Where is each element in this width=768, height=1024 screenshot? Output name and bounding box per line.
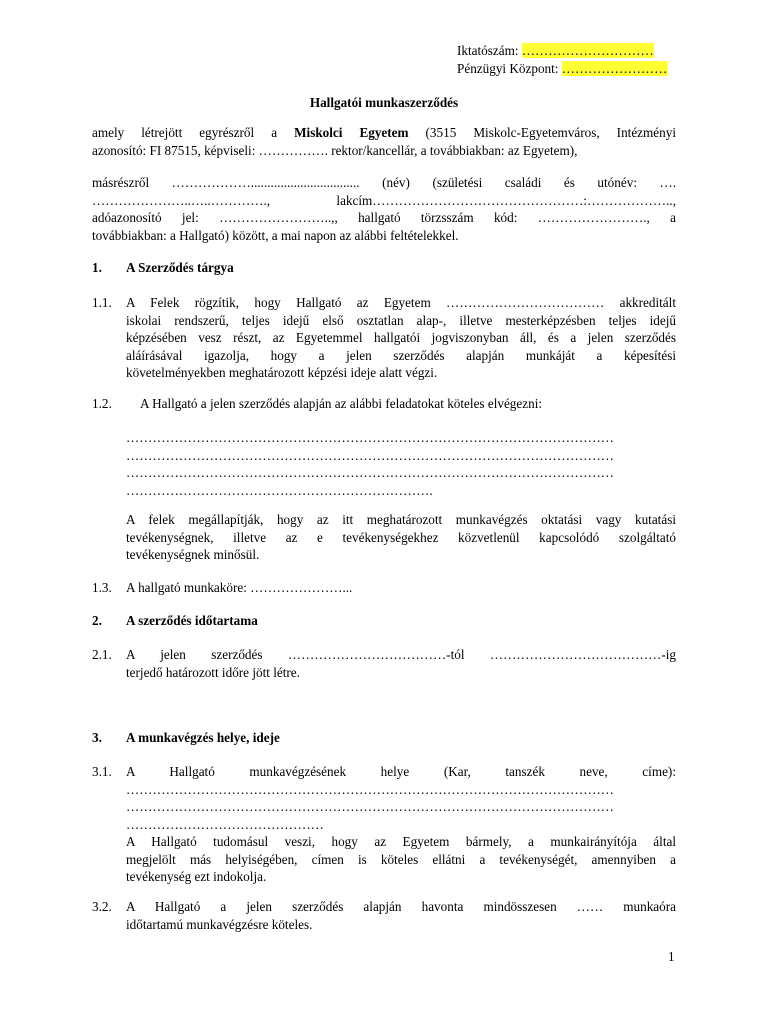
clause-3-1-number: 3.1. [92, 764, 112, 779]
tasks-fill-line[interactable]: ………………………………………………………………………………………………… [126, 465, 614, 480]
tasks-fill-lines[interactable] [126, 429, 676, 499]
filing-number-field[interactable]: ………………………… [521, 43, 654, 58]
filing-number-line [457, 42, 654, 60]
section-3-title: A munkavégzés helye, ideje [126, 730, 280, 745]
clause-1-1-number: 1.1. [92, 295, 112, 310]
finance-center-label: Pénzügyi Központ: [457, 61, 559, 76]
clause-2-1-number: 2.1. [92, 647, 112, 662]
intro-line-2: azonosító: FI 87515, képviseli: ……………. rektor/kancellár, a továbbiakban: az Egyetem), [92, 142, 578, 158]
tasks-fill-line[interactable]: ………………………………………………………………………………………………… [126, 430, 614, 445]
document-title: Hallgatói munkaszerződés [309, 95, 459, 110]
filing-number-label: Iktatószám: [457, 43, 519, 58]
finance-center-line [457, 60, 667, 78]
clause-1-2-text: A Hallgató a jelen szerződés alapján az alábbi feladatokat köteles elvégezni: [140, 396, 543, 411]
clause-3-1-text: A Hallgató munkavégzésének helye (Kar, tanszék neve, címe): ………………………………………………………………………………………………… ………………………………………………………………………………………………… ……………………………………… A Hallgató tudomásul veszi, hogy az Egyetem bármely, a munkairányítója által megjelölt más helyiségében, címen is köteles ellátni a tevékenységét, amennyiben a tevékenység ezt indokolja. [126, 764, 676, 884]
intro-line-1: amely létrejött egyrészről a Miskolci Egyetem (3515 Miskolc-Egyetemváros, Intézményi [92, 125, 676, 140]
finance-center-field[interactable]: …………………… [561, 61, 668, 76]
workplace-fill-line[interactable]: ………………………………………………………………………………………………… [126, 781, 614, 797]
clause-3-2-text: A Hallgató a jelen szerződés alapján havonta mindösszesen …… munkaóra időtartamú munkavégzésre köteles. [126, 899, 676, 932]
tasks-fill-line[interactable]: ……………………………………………………………. [126, 482, 433, 498]
clause-1-2-number: 1.2. [92, 396, 112, 411]
party-line-3: adóazonosító jel: ……………………..,, hallgató törzsszám kód: ……………………., a [92, 210, 676, 225]
party-line-2: …………………..…..…………., lakcím…………………………………………:……………….., [92, 192, 676, 208]
section-1-title: A Szerződés tárgya [126, 260, 234, 275]
clause-2-1-text: A jelen szerződés ………………………………-tól …………………………………-ig terjedő határozott időre jött létre. [126, 647, 676, 680]
party-paragraph [92, 174, 676, 244]
section-3-number: 3. [92, 730, 102, 745]
party-line-4: továbbiakban: a Hallgató) között, a mai napon az alábbi feltételekkel. [92, 227, 459, 243]
page-number: 1 [668, 949, 675, 964]
clause-3-2-number: 3.2. [92, 899, 112, 914]
party-line-1: másrészről ………………................................. (név) (születési családi és utónév: …. [92, 175, 676, 190]
section-2-number: 2. [92, 613, 102, 628]
workplace-fill-line[interactable]: ………………………………………………………………………………………………… [126, 799, 614, 814]
section-2-title: A szerződés időtartama [126, 613, 258, 628]
clause-1-3-number: 1.3. [92, 580, 112, 595]
workplace-fill-line[interactable]: ……………………………………… [126, 816, 324, 832]
clause-1-3-text: A hallgató munkaköre: …………………... [126, 580, 353, 595]
clause-1-2-statement: A felek megállapítják, hogy az itt meghatározott munkavégzés oktatási vagy kutatási tevékenységnek, illetve az e tevékenységekhez közvetlenül kapcsolódó szolgáltató tevékenységnek minősül. [126, 512, 676, 562]
intro-paragraph [92, 124, 676, 159]
clause-1-1-text: A Felek rögzítik, hogy Hallgató az Egyetem ……………………………… akkreditált iskolai rendszerű, teljes idejű első osztatlan alap-, illetve mesterképzésben teljes idejű képzésében vesz részt, az Egyetemmel hallgatói jogviszonyban áll, és a jelen szerződés aláírásával igazolja, hogy a jelen szerződés alapján munkáját a képesítési követelményekben meghatározott képzési ideje alatt végzi. [126, 295, 676, 380]
tasks-fill-line[interactable]: ………………………………………………………………………………………………… [126, 447, 614, 463]
section-1-number: 1. [92, 260, 102, 275]
